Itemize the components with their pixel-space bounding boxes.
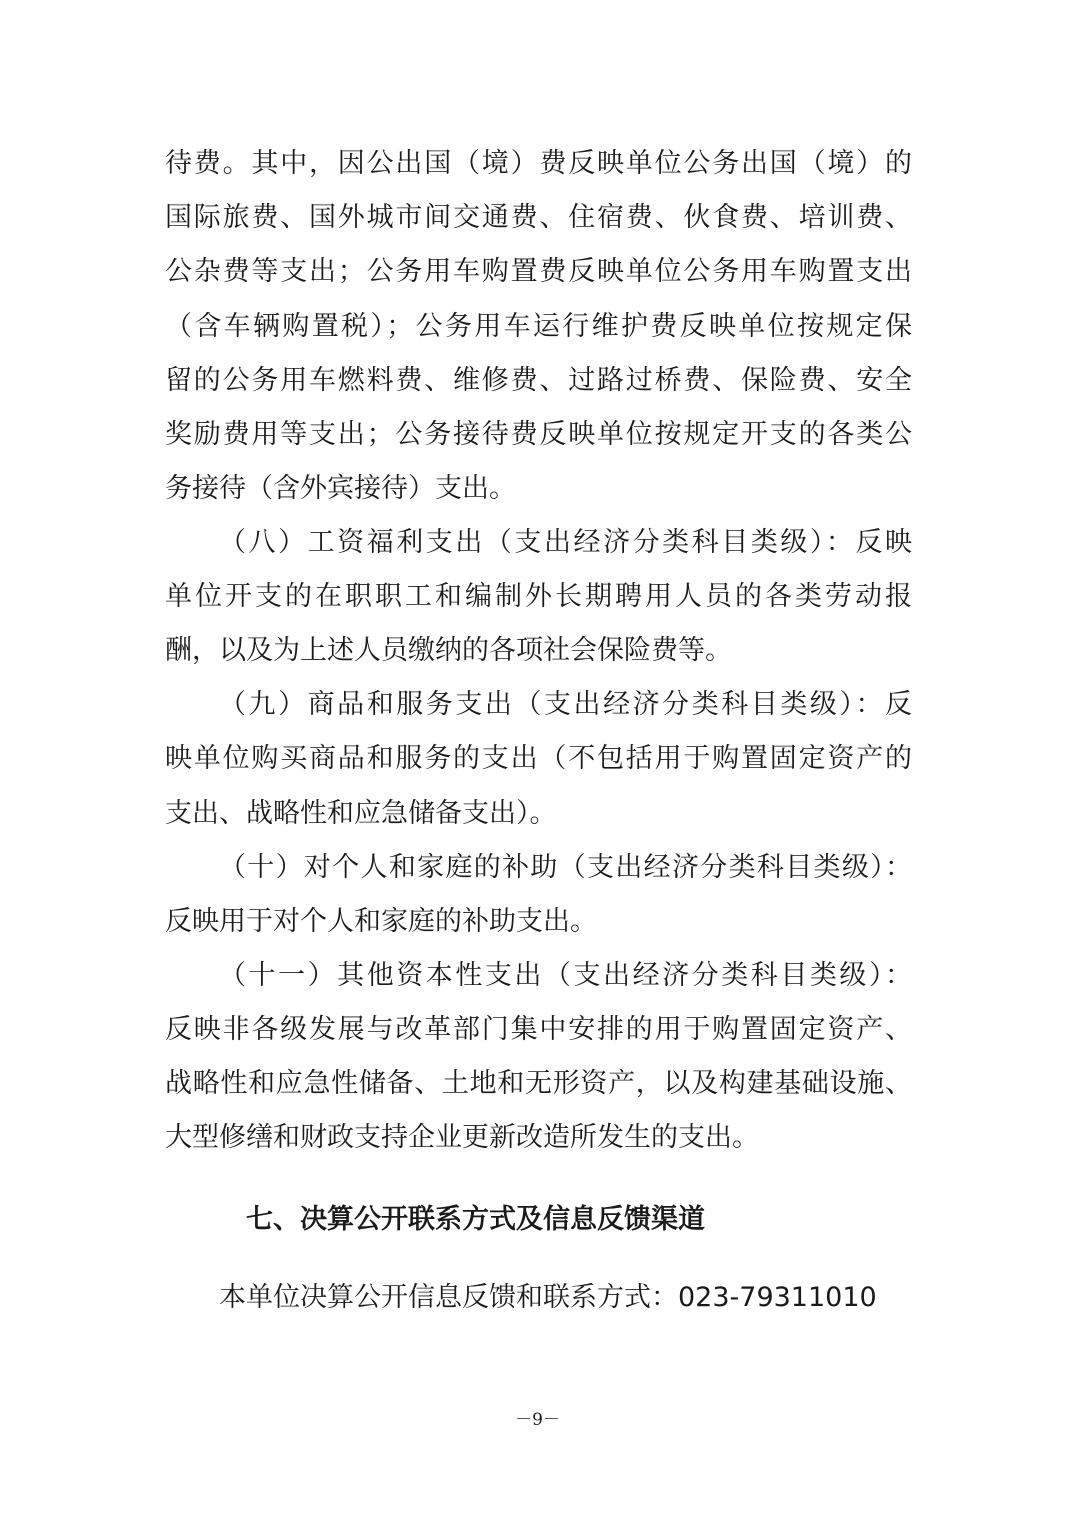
paragraph-line: 战略性和应急性储备、土地和无形资产，以及构建基础设施、 — [165, 1068, 912, 1099]
section-heading: 七、决算公开联系方式及信息反馈渠道 — [246, 1204, 705, 1235]
paragraph-line: （十一）其他资本性支出（支出经济分类科目类级）： — [219, 960, 912, 991]
paragraph-line: （九）商品和服务支出（支出经济分类科目类级）：反 — [219, 689, 912, 720]
contact-line: 本单位决算公开信息反馈和联系方式：023-79311010 — [219, 1282, 877, 1313]
paragraph-line: （八）工资福利支出（支出经济分类科目类级）：反映 — [219, 527, 912, 558]
paragraph-line: 国际旅费、国外城市间交通费、住宿费、伙食费、培训费、 — [165, 202, 912, 233]
paragraph-line: （十）对个人和家庭的补助（支出经济分类科目类级）： — [219, 852, 912, 883]
paragraph-line: 反映非各级发展与改革部门集中安排的用于购置固定资产、 — [165, 1014, 912, 1045]
paragraph-line: 反映用于对个人和家庭的补助支出。 — [165, 906, 597, 937]
paragraph-line: 留的公务用车燃料费、维修费、过路过桥费、保险费、安全 — [165, 365, 912, 396]
paragraph-line: 奖励费用等支出；公务接待费反映单位按规定开支的各类公 — [165, 419, 912, 450]
paragraph-line: 大型修缮和财政支持企业更新改造所发生的支出。 — [165, 1122, 759, 1153]
paragraph-line: 映单位购买商品和服务的支出（不包括用于购置固定资产的 — [165, 743, 912, 774]
paragraph-line: 单位开支的在职职工和编制外长期聘用人员的各类劳动报 — [165, 581, 912, 612]
paragraph-line: 待费。其中，因公出国（境）费反映单位公务出国（境）的 — [165, 148, 912, 179]
paragraph-line: （含车辆购置税）；公务用车运行维护费反映单位按规定保 — [165, 311, 912, 342]
page-number: －9－ — [515, 1410, 560, 1430]
paragraph-line: 酬，以及为上述人员缴纳的各项社会保险费等。 — [165, 635, 732, 666]
paragraph-line: 公杂费等支出；公务用车购置费反映单位公务用车购置支出 — [165, 256, 912, 287]
paragraph-line: 支出、战略性和应急储备支出）。 — [165, 798, 557, 829]
paragraph-line: 务接待（含外宾接待）支出。 — [165, 473, 516, 504]
